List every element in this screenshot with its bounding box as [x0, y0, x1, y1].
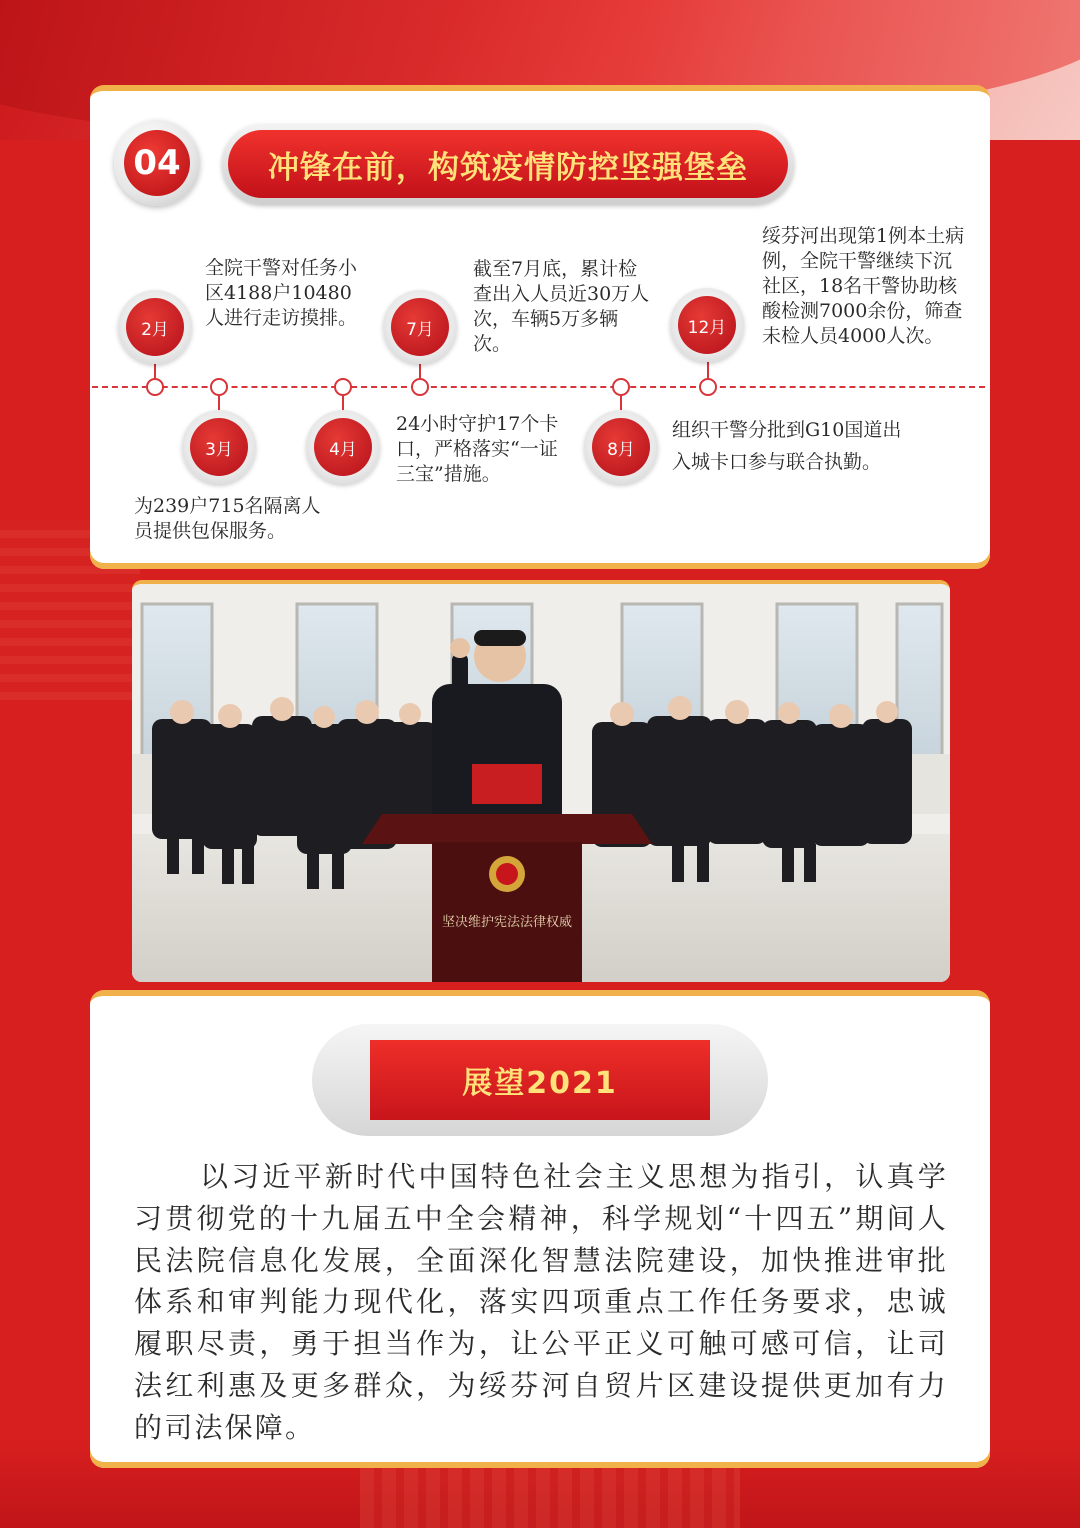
- section-number-badge: [114, 120, 200, 206]
- timeline-text-7: 截至7月底，累计检查出入人员近30万人次，车辆5万多辆次。: [473, 258, 650, 355]
- oath-ceremony-photo: [132, 580, 950, 982]
- section-number: 04: [124, 130, 190, 196]
- month-label: 12月: [678, 296, 736, 354]
- month-badge-12: [670, 288, 744, 362]
- stem-4: [342, 396, 344, 410]
- timeline-text-3: 为239户715名隔离人员提供包保服务。: [134, 495, 321, 542]
- stem-3: [218, 396, 220, 410]
- outlook-title: 展望2021: [370, 1040, 710, 1120]
- section-title-pill: [222, 124, 794, 204]
- stem-2: [154, 362, 156, 378]
- month-label: 7月: [391, 298, 449, 356]
- month-label: 4月: [314, 418, 372, 476]
- timeline-tick-3: [210, 378, 228, 396]
- stem-8: [620, 396, 622, 410]
- timeline-tick-8: [612, 378, 630, 396]
- stem-12: [707, 360, 709, 378]
- timeline-tick-7: [411, 378, 429, 396]
- month-badge-2: [118, 290, 192, 364]
- month-badge-7: [383, 290, 457, 364]
- month-badge-4: [306, 410, 380, 484]
- month-label: 2月: [126, 298, 184, 356]
- timeline-text-2: 全院干警对任务小区4188户10480人进行走访摸排。: [205, 257, 358, 329]
- timeline-text-4: 24小时守护17个卡口，严格落实“一证三宝”措施。: [396, 413, 559, 485]
- outlook-body: 以习近平新时代中国特色社会主义思想为指引，认真学习贯彻党的十九届五中全会精神，科学规划“十四五”期间人民法院信息化发展，全面深化智慧法院建设，加快推进审批体系和审判能力现代化，落实四项重点工作任务要求，忠诚履职尽责，勇于担当作为，让公平正义可触可感可信，让司法红利惠及更多群众，为绥芬河自贸片区建设提供更加有力的司法保障。: [134, 1160, 948, 1444]
- timeline-text-8: 组织干警分批到G10国道出入城卡口参与联合执勤。: [672, 419, 902, 473]
- month-label: 3月: [190, 418, 248, 476]
- podium-inscription: 坚决维护宪法法律权威: [441, 915, 573, 930]
- timeline-tick-2: [146, 378, 164, 396]
- stem-7: [419, 362, 421, 378]
- oath-photo-illustration: [132, 584, 950, 982]
- month-badge-3: [182, 410, 256, 484]
- timeline-text-12: 绥芬河出现第1例本土病例，全院干警继续下沉社区，18名干警协助核酸检测7000余份，筛查未检人员4000人次。: [762, 225, 965, 347]
- section-title: 冲锋在前，构筑疫情防控坚强堡垒: [228, 130, 788, 198]
- timeline-tick-4: [334, 378, 352, 396]
- month-label: 8月: [592, 418, 650, 476]
- palace-decoration-bottom: [360, 1458, 740, 1528]
- timeline-tick-12: [699, 378, 717, 396]
- month-badge-8: [584, 410, 658, 484]
